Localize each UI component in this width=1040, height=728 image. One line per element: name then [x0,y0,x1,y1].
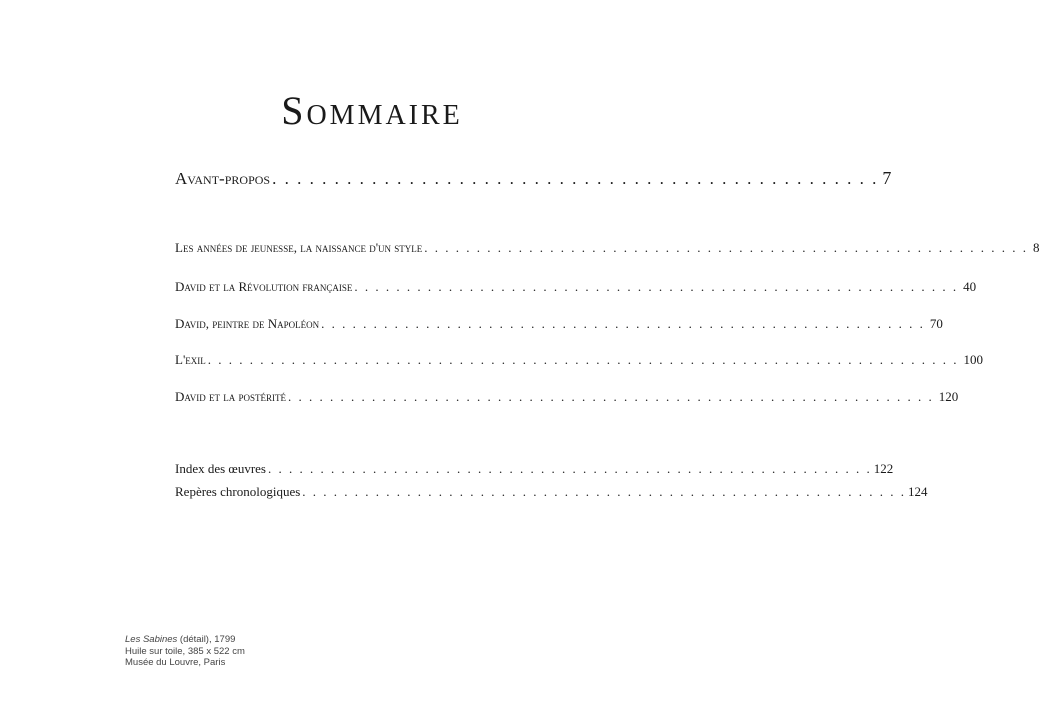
dot-leader: . . . . . . . . . . . . . . . . . . . . . . . . . . . . . . . . . . . . . . . . . . . . . . . . . . . . . . . . . . . . . . [287,389,934,404]
toc-entry-preface[interactable] [175,168,892,189]
toc-entry-page: 124 [908,484,928,499]
toc-entry-label: Les années de jeunesse, la naissance d'un style [175,240,423,255]
toc-entry-chapter-5[interactable] [175,389,959,405]
dot-leader: . . . . . . . . . . . . . . . . . . . . . . . . . . . . . . . . . . . . . . . . . . . . . . . . . [272,169,879,188]
dot-leader: . . . . . . . . . . . . . . . . . . . . . . . . . . . . . . . . . . . . . . . . . . . . . . . . . . . . . . . . . . [424,240,1029,255]
dot-leader: . . . . . . . . . . . . . . . . . . . . . . . . . . . . . . . . . . . . . . . . . . . . . . . . . . . . . . . . . . [321,316,925,331]
toc-entry-chapter-3[interactable] [175,316,943,332]
caption-title-line [125,634,245,646]
toc-entry-page: 8 [1033,240,1040,255]
dot-leader: . . . . . . . . . . . . . . . . . . . . . . . . . . . . . . . . . . . . . . . . . . . . . . . . . . . . . . . . . . [267,461,872,476]
toc-entry-label: L'exil [175,352,206,367]
toc-entry-page: 120 [938,389,959,404]
toc-entry-label: Index des œuvres [175,461,266,476]
dot-leader: . . . . . . . . . . . . . . . . . . . . . . . . . . . . . . . . . . . . . . . . . . . . . . . . . . . . . . . . . . . . . . . . . . . . . . . . [207,352,959,367]
toc-entry-label: David et la Révolution française [175,279,353,294]
toc-entry-chapter-1[interactable] [175,240,1040,256]
page-title: Sommaire [281,87,463,133]
toc-entry-label: David et la postérité [175,389,286,404]
artwork-title: Les Sabines [125,634,178,645]
toc-entry-page: 7 [882,168,892,188]
toc-entry-page: 122 [873,461,894,476]
toc-entry-page: 100 [963,352,984,367]
dot-leader: . . . . . . . . . . . . . . . . . . . . . . . . . . . . . . . . . . . . . . . . . . . . . . . . . . . . . . . . . . [302,484,907,499]
toc-entry-label: Repères chronologiques [175,484,301,499]
toc-entry-index[interactable] [175,461,894,477]
toc-entry-page: 70 [929,316,943,331]
dot-leader: . . . . . . . . . . . . . . . . . . . . . . . . . . . . . . . . . . . . . . . . . . . . . . . . . . . . . . . . . . [354,279,959,294]
toc-entry-chronology[interactable] [175,484,928,500]
toc-entry-label: Avant-propos [175,169,271,188]
toc-entry-chapter-2[interactable] [175,279,977,295]
artwork-medium: Huile sur toile, 385 x 522 cm [125,645,245,657]
toc-entry-chapter-4[interactable] [175,352,984,368]
image-caption [125,634,245,669]
artwork-location: Musée du Louvre, Paris [125,657,226,668]
artwork-date: (détail), 1799 [177,634,236,645]
toc-entry-label: David, peintre de Napoléon [175,316,320,331]
toc-entry-page: 40 [963,279,977,294]
